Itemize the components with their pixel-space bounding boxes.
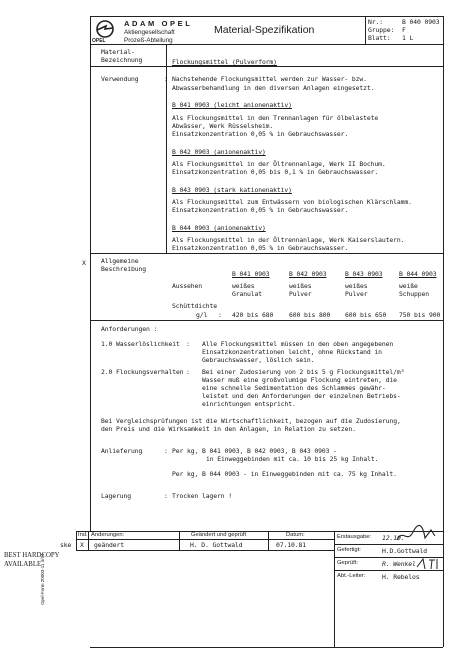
aussehen-value: Schuppen bbox=[399, 290, 429, 298]
schuett-value: 420 bis 680 bbox=[232, 311, 274, 319]
frame-top-line bbox=[90, 16, 443, 17]
header-split-right bbox=[365, 16, 366, 44]
gruppe-label: Gruppe: bbox=[368, 26, 395, 34]
datum-value: 07.10.81 bbox=[276, 541, 306, 549]
schuett-colon: : bbox=[218, 311, 222, 319]
gruppe-value: F bbox=[402, 26, 406, 34]
aussehen-value: Pulver bbox=[289, 290, 312, 298]
item-heading-b043: B 043 0903 (stark kationenaktiv) bbox=[172, 186, 292, 194]
signature-icon bbox=[415, 556, 441, 570]
req1-line: Alle Flockungsmittel müssen in den oben angegebenen bbox=[202, 340, 394, 348]
aussehen-value: weißes bbox=[232, 282, 255, 290]
geaendert-value: H. D. Gottwald bbox=[190, 541, 243, 549]
note-line: den Preis und die Wirksamkeit in den Anlagen, in Relation zu setzen. bbox=[101, 425, 356, 433]
note-line: Bei Vergleichsprüfungen ist die Wirtschaftlichkeit, bezogen auf die Zudosierung, bbox=[101, 417, 401, 425]
allgemeine-mark: X bbox=[82, 259, 86, 267]
req1-label: 1.0 Wasserlöslichkeit bbox=[101, 340, 180, 348]
header-divider bbox=[90, 44, 443, 45]
aussehen-value: Pulver bbox=[345, 290, 368, 298]
item-line: Einsatzkonzentration 0,05 bis 0,1 % in Gebrauchswasser. bbox=[172, 168, 379, 176]
anlieferung-line: in Einweggebinden mit ca. 10 bis 25 kg Inhalt. bbox=[206, 455, 379, 463]
nr-label: Nr.: bbox=[368, 18, 383, 26]
footer-col-line bbox=[88, 531, 89, 550]
req2-label: 2.0 Flockungsverhalten bbox=[101, 368, 184, 376]
item-line: Als Flockungsmittel in der Öltrennanlage, Werk II Bochum. bbox=[172, 160, 386, 168]
verwendung-bullet: : bbox=[164, 75, 168, 83]
col-header: B 044 0903 bbox=[399, 270, 437, 278]
item-heading-b041: B 041 0903 (leicht anionenaktiv) bbox=[172, 101, 292, 109]
footer-col-line bbox=[334, 531, 335, 647]
frame-right-line bbox=[443, 16, 444, 647]
material-value: Flockungsmittel (Pulverform) bbox=[172, 58, 277, 66]
material-label-1: Material- bbox=[101, 48, 135, 56]
req1-line: Einsatzkonzentrationen leicht, ohne Rückstand in bbox=[202, 348, 382, 356]
footer-col-line bbox=[179, 531, 180, 550]
abtleiter-label: Abt.-Leiter: bbox=[337, 573, 366, 579]
allgemeine-divider bbox=[90, 320, 443, 321]
left-note-hardcopy: BEST HARDCOPY bbox=[4, 552, 60, 559]
anlieferung-label: Anlieferung bbox=[101, 447, 143, 455]
frame-bottom-line bbox=[90, 647, 443, 648]
req2-line: einrichtungen entspricht. bbox=[202, 400, 296, 408]
item-line: Als Flockungsmittel in den Trennanlagen für ölbelastete bbox=[172, 114, 379, 122]
aend-label: Änderungen: bbox=[91, 532, 125, 538]
req2-line: eine schnelle Sedimentation des Schlammes gewähr- bbox=[202, 384, 386, 392]
schuett-value: 600 bis 800 bbox=[289, 311, 331, 319]
footer-row-line bbox=[76, 539, 334, 540]
handwritten-signature-icon bbox=[395, 524, 439, 546]
footer-bottom-line bbox=[76, 550, 334, 551]
item-heading-b042: B 042 0903 (anionenaktiv) bbox=[172, 148, 266, 156]
verwendung-intro-2: Abwasserbehandlung in den diversen Anlagen eingesetzt. bbox=[172, 84, 375, 92]
geprueft-value: R. Wenkel bbox=[382, 560, 416, 568]
lagerung-colon: : bbox=[164, 492, 168, 500]
gefertigt-value: H.D.Gottwald bbox=[382, 547, 427, 555]
item-line: Einsatzkonzentration 0,05 % in Gebrauchswasser. bbox=[172, 244, 349, 252]
schuett-value: 750 bis 900 bbox=[399, 311, 441, 319]
aussehen-value: weiße bbox=[399, 282, 418, 290]
aussehen-value: weißes bbox=[289, 282, 312, 290]
geprueft-label: Geprüft: bbox=[337, 560, 358, 566]
material-label-2: Bezeichnung bbox=[101, 56, 143, 64]
blatt-label: Blatt: bbox=[368, 34, 391, 42]
item-line: Einsatzkonzentration 0,05 % in Gebrauchswasser. bbox=[172, 206, 349, 214]
footer-col-line bbox=[268, 531, 269, 550]
lagerung-label: Lagerung bbox=[101, 492, 131, 500]
allgemeine-label-1: Allgemeine bbox=[101, 257, 139, 265]
gefertigt-label: Gefertigt: bbox=[337, 547, 361, 553]
logo-text: OPEL bbox=[92, 38, 106, 44]
ind-label: Ind. bbox=[78, 532, 88, 538]
material-divider bbox=[90, 66, 443, 67]
aussehen-value: weißes bbox=[345, 282, 368, 290]
schuett-label: Schüttdichte bbox=[172, 302, 217, 310]
col-header: B 043 0903 bbox=[345, 270, 383, 278]
handwritten-signature-2-icon bbox=[415, 557, 441, 571]
req1-line: Gebrauchswasser, löslich sein. bbox=[202, 356, 315, 364]
abtleiter-value: H. Rebelos bbox=[382, 573, 420, 581]
aend-value: geändert bbox=[94, 541, 124, 549]
verwendung-divider bbox=[90, 253, 443, 254]
anlieferung-line: Per kg, B 044 0903 - in Einweggebinden mit ca. 75 kg Inhalt. bbox=[172, 470, 397, 478]
erstausgabe-label: Erstausgabe: bbox=[337, 534, 372, 540]
doc-title: Material-Spezifikation bbox=[214, 24, 315, 36]
company-line2: Aktiengesellschaft bbox=[124, 29, 175, 36]
item-line: Einsatzkonzentration 0,05 % in Gebrauchswasser. bbox=[172, 130, 349, 138]
item-line: Abwässer, Werk Rüsselsheim. bbox=[172, 122, 274, 130]
footer-left-line bbox=[76, 531, 77, 550]
aussehen-value: Granulat bbox=[232, 290, 262, 298]
anlieferung-colon: : bbox=[164, 447, 168, 455]
schuett-unit: g/l bbox=[196, 311, 208, 319]
company-line3: Prozeß-Abteilung bbox=[124, 37, 173, 44]
frame-left-line bbox=[90, 16, 91, 532]
form-code: Opel-Form 20003-11 4/74 bbox=[40, 553, 45, 605]
item-line: Als Flockungsmittel zum Entwässern von biologischen Klärschlamm. bbox=[172, 198, 412, 206]
item-heading-b044: B 044 0903 (anionenaktiv) bbox=[172, 224, 266, 232]
item-line: Als Flockungsmittel in der Öltrennanlage, Werk Kaiserslautern. bbox=[172, 236, 405, 244]
geaendert-label: Geändert und geprüft bbox=[191, 532, 247, 538]
company-name: ADAM OPEL bbox=[124, 19, 193, 28]
footer-top-line bbox=[76, 531, 443, 532]
req2-colon: : bbox=[186, 368, 190, 376]
left-note-ske: ske bbox=[60, 541, 72, 549]
verwendung-intro-1: Nachstehende Flockungsmittel werden zur Wasser- bzw. bbox=[172, 75, 367, 83]
erstausgabe-value: 12.10. bbox=[382, 534, 405, 542]
anlieferung-line: Per kg, B 041 0903, B 042 0903, B 043 0903 - bbox=[172, 447, 337, 455]
req2-line: leistet und den Anforderungen der einzelnen Betriebs- bbox=[202, 392, 401, 400]
lagerung-value: Trocken lagern ! bbox=[172, 492, 232, 500]
verwendung-label: Verwendung bbox=[101, 75, 139, 83]
req2-line: Wasser muß eine großvolumige Flockung eintreten, die bbox=[202, 376, 397, 384]
req1-colon: : bbox=[186, 340, 190, 348]
left-note-available: AVAILABLE bbox=[4, 561, 42, 568]
signature-icon bbox=[395, 524, 439, 546]
allgemeine-label-2: Beschreibung bbox=[101, 265, 146, 273]
blatt-value: 1 L bbox=[402, 34, 414, 42]
req2-line: Bei einer Zudosierung von 2 bis 5 g Flockungsmittel/m³ bbox=[202, 368, 405, 376]
datum-label: Datum: bbox=[286, 532, 305, 538]
col-header: B 042 0903 bbox=[289, 270, 327, 278]
ind-value: X bbox=[80, 541, 84, 549]
col-header: B 041 0903 bbox=[232, 270, 270, 278]
nr-value: B 040 0903 bbox=[402, 18, 440, 26]
aussehen-label: Aussehen bbox=[172, 282, 202, 290]
schuett-value: 600 bis 650 bbox=[345, 311, 387, 319]
anforderungen-label: Anforderungen : bbox=[101, 325, 158, 333]
